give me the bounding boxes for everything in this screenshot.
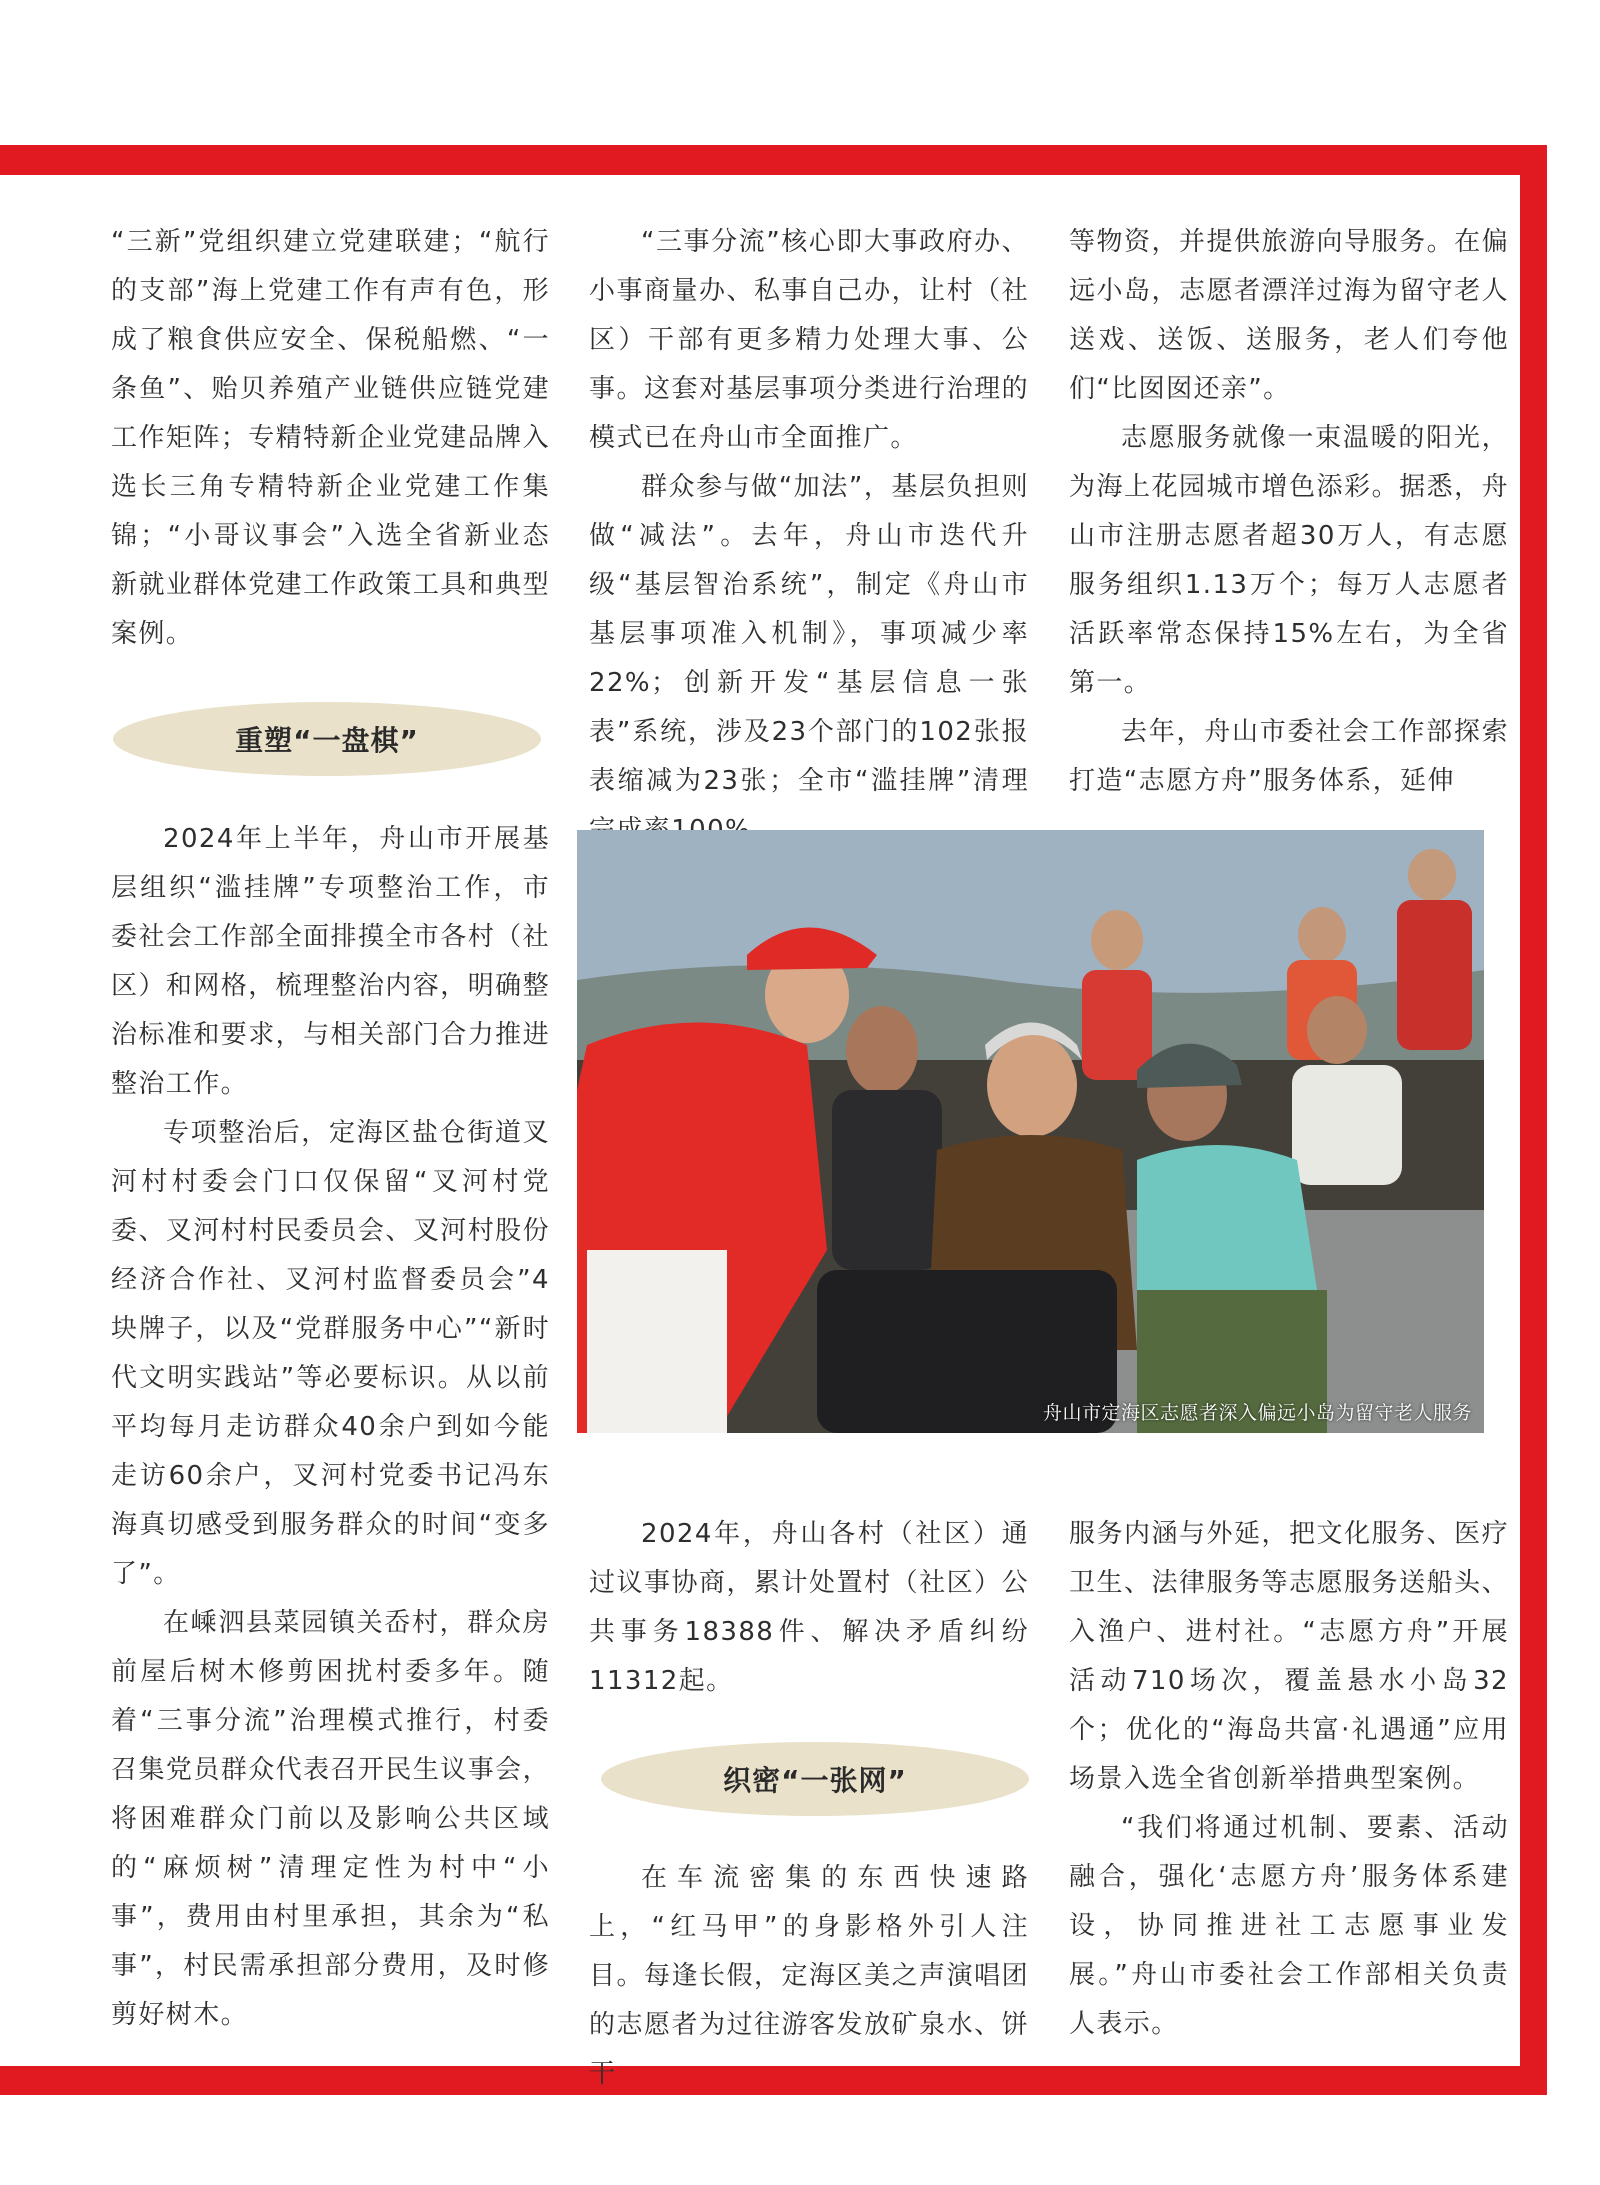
section-heading-text: 织密“一张网” <box>723 1764 907 1797</box>
column-3-top <box>1069 218 1509 806</box>
body-paragraph: 在嵊泗县菜园镇关岙村，群众房前屋后树木修剪困扰村委多年。随着“三事分流”治理模式推行，村委召集党员群众代表召开民生议事会，将困难群众门前以及影响公共区域的“麻烦树”清理定性为村中“小事”，费用由村里承担，其余为“私事”，村民需承担部分费用，及时修剪好树木。 <box>111 1608 550 2030</box>
section-heading-text: 重塑“一盘棋” <box>235 724 419 757</box>
body-paragraph: 2024年上半年，舟山市开展基层组织“滥挂牌”专项整治工作，市委社会工作部全面排摸全市各村（社区）和网格，梳理整治内容，明确整治标准和要求，与相关部门合力推进整治工作。 <box>111 824 550 1099</box>
column-1-body <box>111 815 550 2040</box>
volunteer-photo <box>577 830 1484 1433</box>
section-heading-weave <box>601 1742 1029 1816</box>
body-paragraph: 志愿服务就像一束温暖的阳光，为海上花园城市增色添彩。据悉，舟山市注册志愿者超30万人，有志愿服务组织1.13万个；每万人志愿者活跃率常态保持15%左右，为全省第一。 <box>1069 423 1509 698</box>
body-paragraph: “我们将通过机制、要素、活动融合，强化‘志愿方舟’服务体系建设，协同推进社工志愿事业发展。”舟山市委社会工作部相关负责人表示。 <box>1069 1813 1509 2039</box>
body-paragraph: 2024年，舟山各村（社区）通过议事协商，累计处置村（社区）公共事务18388件、解决矛盾纠纷11312起。 <box>589 1519 1029 1696</box>
body-paragraph: 服务内涵与外延，把文化服务、医疗卫生、法律服务等志愿服务送船头、入渔户、进村社。“志愿方舟”开展活动710场次，覆盖悬水小岛32个；优化的“海岛共富·礼遇通”应用场景入选全省创新举措典型案例。 <box>1069 1519 1509 1794</box>
red-frame-right <box>1520 145 1547 2095</box>
column-2-top <box>589 218 1029 855</box>
column-1-top <box>111 218 550 659</box>
body-paragraph: 等物资，并提供旅游向导服务。在偏远小岛，志愿者漂洋过海为留守老人送戏、送饭、送服务，老人们夸他们“比囡囡还亲”。 <box>1069 227 1509 404</box>
body-paragraph: 去年，舟山市委社会工作部探索打造“志愿方舟”服务体系，延伸 <box>1069 717 1509 796</box>
body-paragraph: “三事分流”核心即大事政府办、小事商量办、私事自己办，让村（社区）干部有更多精力处理大事、公事。这套对基层事项分类进行治理的模式已在舟山市全面推广。 <box>589 227 1029 453</box>
section-heading-reshape <box>113 702 541 776</box>
body-paragraph: 专项整治后，定海区盐仓街道叉河村村委会门口仅保留“叉河村党委、叉河村村民委员会、叉河村股份经济合作社、叉河村监督委员会”4块牌子，以及“党群服务中心”“新时代文明实践站”等必要标识。从以前平均每月走访群众40余户到如今能走访60余户，叉河村党委书记冯东海真切感受到服务群众的时间“变多了”。 <box>111 1118 550 1589</box>
column-3-bottom <box>1069 1510 1509 2049</box>
photo-caption: 舟山市定海区志愿者深入偏远小岛为留守老人服务 <box>1042 1402 1472 1424</box>
photo-illustration <box>577 830 1484 1433</box>
red-frame-top <box>0 145 1547 175</box>
body-paragraph: “三新”党组织建立党建联建；“航行的支部”海上党建工作有声有色，形成了粮食供应安全、保税船燃、“一条鱼”、贻贝养殖产业链供应链党建工作矩阵；专精特新企业党建品牌入选长三角专精特新企业党建工作集锦；“小哥议事会”入选全省新业态新就业群体党建工作政策工具和典型案例。 <box>111 227 550 649</box>
column-2-after-heading <box>589 1854 1029 2099</box>
body-paragraph: 群众参与做“加法”，基层负担则做“减法”。去年，舟山市迭代升级“基层智治系统”，制定《舟山市基层事项准入机制》，事项减少率22%；创新开发“基层信息一张表”系统，涉及23个部门的102张报表缩减为23张；全市“滥挂牌”清理 <box>589 472 1029 796</box>
column-2-bottom <box>589 1510 1029 1706</box>
body-paragraph: 在车流密集的东西快速路上，“红马甲”的身影格外引人注目。每逢长假，定海区美之声演唱团的志愿者为过往游客发放矿泉水、饼干 <box>589 1863 1029 2089</box>
